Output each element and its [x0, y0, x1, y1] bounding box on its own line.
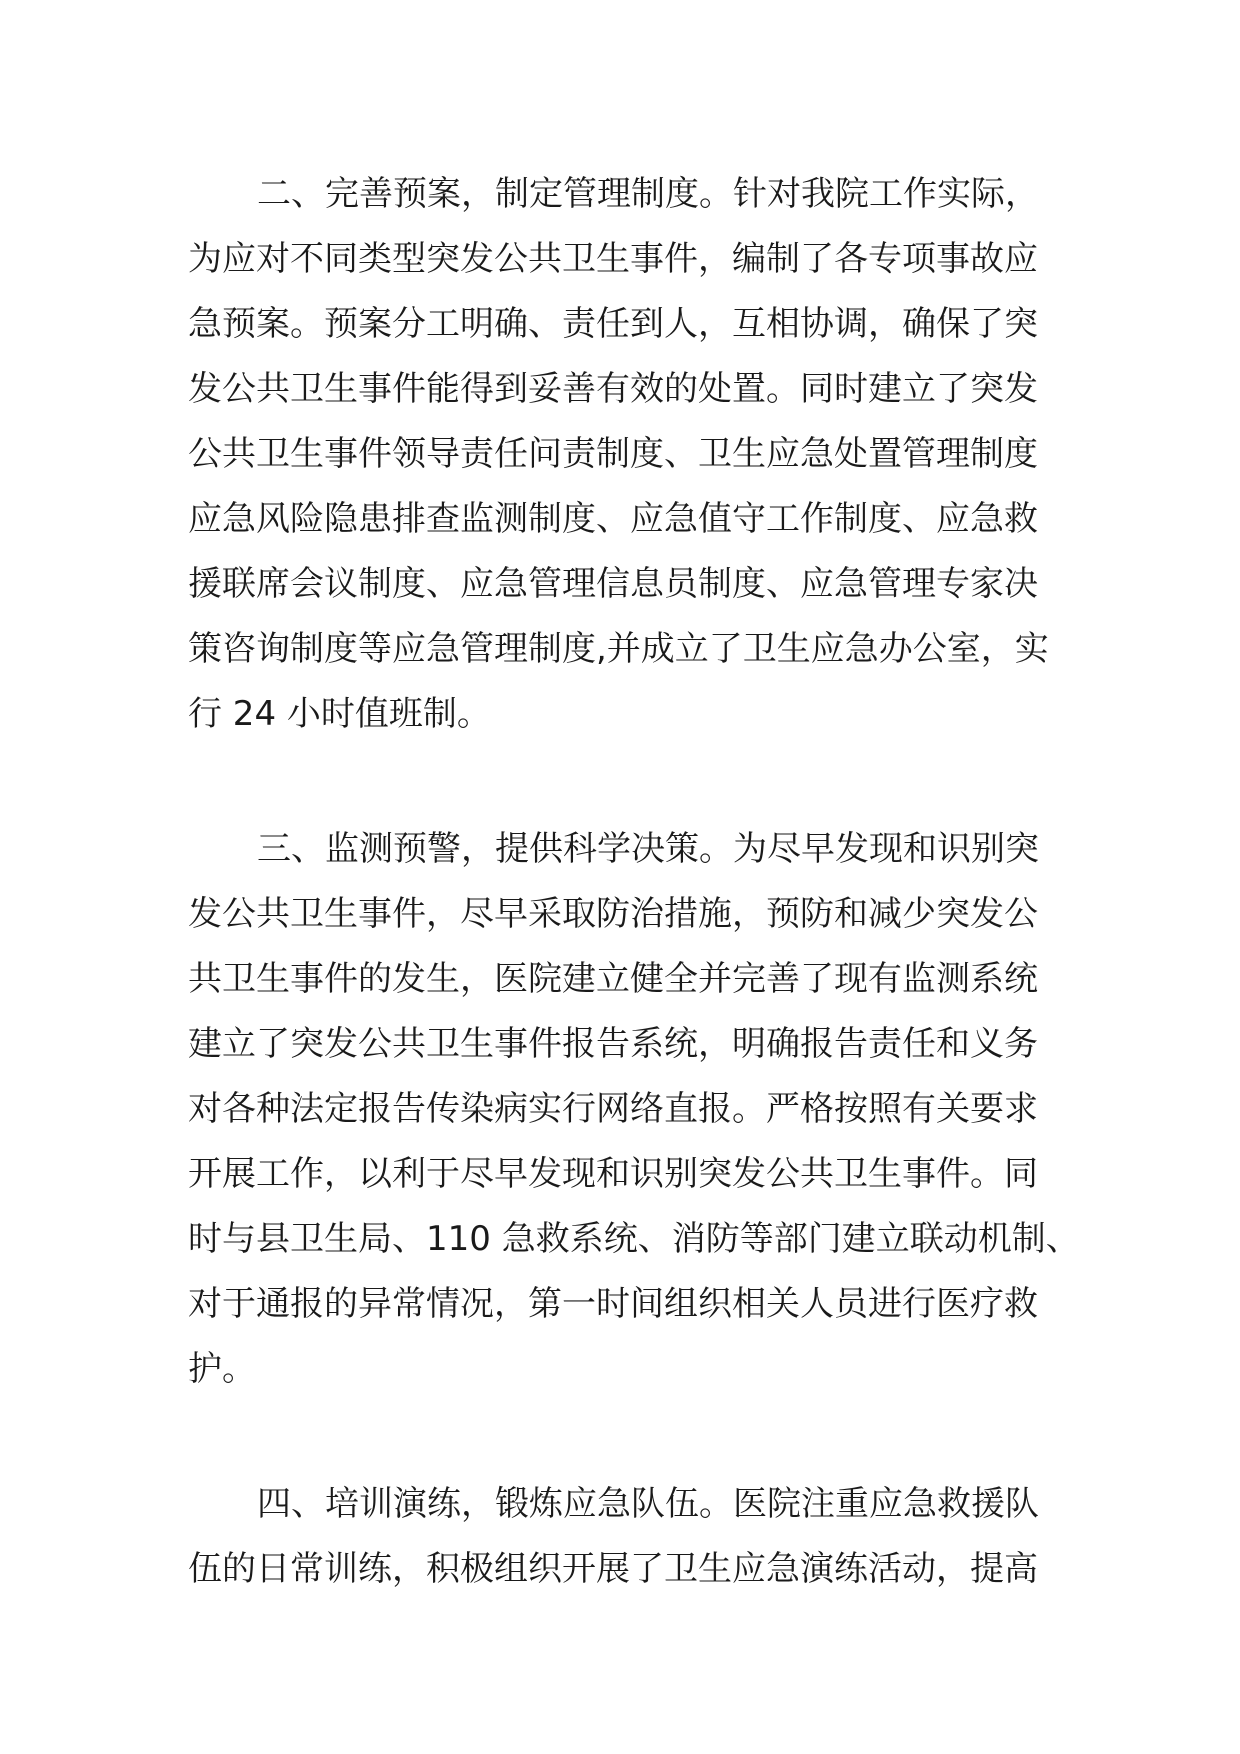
paragraph-line: 建立了突发公共卫生事件报告系统，明确报告责任和义务	[188, 1024, 1038, 1064]
paragraph-line: 伍的日常训练，积极组织开展了卫生应急演练活动，提高	[188, 1549, 1038, 1589]
paragraph-section-2	[188, 162, 1060, 747]
paragraph-line: 四、培训演练，锻炼应急队伍。医院注重应急救援队	[257, 1484, 1039, 1524]
paragraph-line: 应急风险隐患排查监测制度、应急值守工作制度、应急救	[188, 499, 1038, 539]
paragraph-line: 急预案。预案分工明确、责任到人，互相协调，确保了突	[188, 304, 1038, 344]
paragraph-line: 公共卫生事件领导责任问责制度、卫生应急处置管理制度	[188, 434, 1038, 474]
paragraph-line: 对于通报的异常情况，第一时间组织相关人员进行医疗救	[188, 1284, 1038, 1324]
paragraph-line: 开展工作，以利于尽早发现和识别突发公共卫生事件。同	[188, 1154, 1038, 1194]
paragraph-line: 护。	[188, 1349, 256, 1389]
paragraph-line: 援联席会议制度、应急管理信息员制度、应急管理专家决	[188, 564, 1038, 604]
paragraph-line: 发公共卫生事件能得到妥善有效的处置。同时建立了突发	[188, 369, 1038, 409]
paragraph-line: 行 24 小时值班制。	[188, 694, 491, 734]
paragraph-section-4	[188, 1472, 1060, 1602]
paragraph-line: 共卫生事件的发生，医院建立健全并完善了现有监测系统	[188, 959, 1038, 999]
paragraph-line: 三、监测预警，提供科学决策。为尽早发现和识别突	[257, 829, 1039, 869]
paragraph-line: 策咨询制度等应急管理制度,并成立了卫生应急办公室，实	[188, 629, 1049, 669]
paragraph-line: 对各种法定报告传染病实行网络直报。严格按照有关要求	[188, 1089, 1038, 1129]
paragraph-line: 时与县卫生局、110 急救系统、消防等部门建立联动机制、	[188, 1219, 1080, 1259]
paragraph-section-3	[188, 817, 1080, 1402]
paragraph-line: 发公共卫生事件，尽早采取防治措施，预防和减少突发公	[188, 894, 1038, 934]
paragraph-line: 二、完善预案，制定管理制度。针对我院工作实际，	[257, 174, 1039, 214]
paragraph-line: 为应对不同类型突发公共卫生事件，编制了各专项事故应	[188, 239, 1038, 279]
